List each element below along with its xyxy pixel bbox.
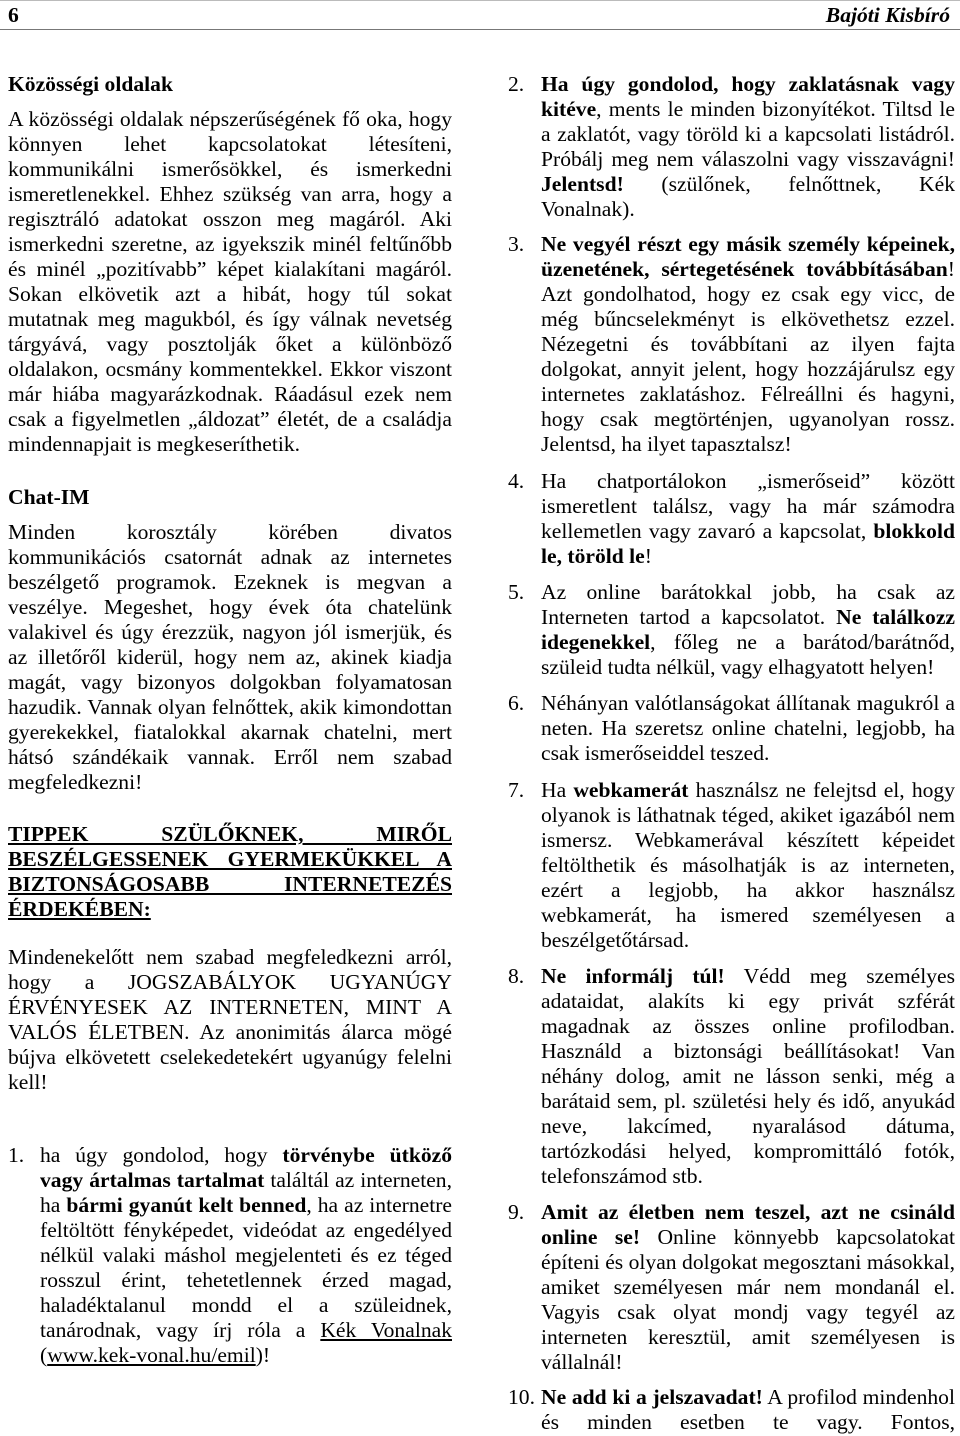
- tip-emphasis: Ha úgy gondolod, hogy zaklatásnak vagy kitéve: [541, 72, 955, 121]
- section-body-social: A közösségi oldalak népszerűségének fő oka, hogy könnyen lehet kapcsolatokat létesíteni, kommunikálni ismerősökkel, és ismerkedni ismeretlenekkel. Ehhez szükség van arra, hogy a regisztráló adatokat osszon meg magáról. Aki ismerkedni szeretne, az igyekszik minél feltűnőbb és minél „pozitívabb” képet kialakítani magáról. Sokan elkövetik azt a hibát, hogy túl sokat mutatnak meg magukból, és így válnak nevetség tárgyává, vagy posztolják őket a különböző oldalakon, ocsmány kommentekkel. Ekkor viszont már hiába magyarázkodnak. Ráadásul ezek nem csak a figyelmetlen „áldozat” életét, de a családja mindennapjait is megkeseríthetik.: [8, 107, 452, 456]
- tip-text-segment: )!: [255, 1343, 271, 1367]
- tip-text-segment: Ha chatportálokon „ismerőseid” között ismeretlent találsz, vagy ha már számodra kellemetlen vagy zavaró a kapcsolat,: [541, 469, 955, 543]
- tip-number: 3.: [508, 232, 525, 256]
- tip-emphasis: webkamerát: [573, 778, 689, 802]
- section-title-social: Közösségi oldalak: [8, 72, 173, 96]
- tip-text-segment: , ments le minden bizonyítékot. Tiltsd le a zaklatót, vagy töröld ki a kapcsolati listádról. Próbálj meg nem válaszolni vagy visszavágni!: [541, 97, 955, 171]
- tip-text: [541, 691, 955, 766]
- tip-item-1: [8, 1143, 452, 1368]
- section-intro-tips: Mindenekelőtt nem szabad megfeledkezni arról, hogy a JOGSZABÁLYOK UGYANÚGY ÉRVÉNYESEK AZ INTERNETEN, MINT A VALÓS ÉLETBEN. Az anonimitás álarca mögé bújva elkövetett cselekedetekért ugyanúgy felelni kell!: [8, 945, 452, 1094]
- tip-emphasis: Ne add ki a jelszavadat!: [541, 1385, 763, 1409]
- kek-vonal-link[interactable]: Kék Vonalnak: [320, 1318, 452, 1342]
- tip-item-8: [508, 964, 955, 1189]
- tip-emphasis: Ne találkozz idegenekkel: [541, 605, 955, 654]
- tip-text-segment: Az online barátokkal jobb, ha csak az Interneten tartod a kapcsolatot.: [541, 580, 955, 629]
- tip-number: 5.: [508, 580, 525, 604]
- tip-emphasis: blokkold le, töröld le: [541, 519, 955, 568]
- tip-text-segment: használsz ne felejtsd el, hogy olyanok is láthatnak téged, akiket igazából nem ismersz. Webkamerával készített képeidet feltölthetik és másolhatják is az interneten, ezért a legjobb, ha akkor használsz webkamerát, ha ismered személyesen a beszélgetőtársad.: [541, 778, 956, 952]
- tip-text-segment: találtál az interneten, ha: [40, 1168, 452, 1217]
- section-title-chat: Chat-IM: [8, 485, 90, 509]
- tip-emphasis: törvénybe ütköző vagy ártalmas tartalmat: [40, 1143, 453, 1192]
- tip-number: 2.: [508, 72, 525, 96]
- tip-text-segment: ha úgy gondolod, hogy: [40, 1143, 283, 1167]
- tip-text: [541, 580, 955, 680]
- tip-text: [541, 778, 955, 953]
- tip-text-segment: , főleg ne a barátod/barátnőd, szüleid tudta nélkül, vagy elhagyatott helyen!: [541, 630, 955, 679]
- tip-text-segment: Néhányan valótlanságokat állítanak magukról a neten. Ha szeretsz online chatelni, legjobb, ha csak ismerőseiddel teszed.: [541, 691, 955, 765]
- tip-emphasis: Jelentsd!: [541, 172, 624, 196]
- tip-text: [541, 232, 955, 457]
- tip-text: [541, 72, 955, 222]
- tip-number: 1.: [8, 1143, 25, 1167]
- tip-item-5: [508, 580, 955, 680]
- tip-text: [40, 1143, 452, 1368]
- kek-vonal-url-link[interactable]: www.kek-vonal.hu/emil: [47, 1343, 256, 1367]
- tip-number: 6.: [508, 691, 525, 715]
- tip-text: [541, 1385, 955, 1435]
- tip-number: 9.: [508, 1200, 525, 1224]
- tip-text-segment: ! Azt gondolhatod, hogy ez csak egy vicc, de még bűncselekményt is elkövethetsz ezzel. Nézegetni és továbbítani az ilyen fajta dolgokat, annyit jelent, hogy hozzájárulsz egy internetes zaklatáshoz. Félreállni és hagyni, hogy csak megtörténjen, ugyanolyan rossz. Jelentsd, ha ilyet tapasztalsz!: [541, 257, 955, 456]
- tip-text-segment: Ha: [541, 778, 574, 802]
- tip-item-9: [508, 1200, 955, 1375]
- tip-item-3: [508, 232, 955, 457]
- tip-item-4: [508, 469, 955, 569]
- tip-emphasis: Ne informálj túl!: [541, 964, 725, 988]
- tip-text-segment: (szülőnek, felnőttnek, Kék Vonalnak).: [541, 172, 955, 221]
- tip-number: 10.: [508, 1385, 535, 1409]
- tip-text-segment: !: [644, 544, 652, 568]
- tip-text-segment: Védd meg személyes adataidat, alakíts ki egy privát szférát magadnak az összes online profilodban. Használd a biztonsági beállításokat! Van néhány dolog, amit ne lásson senki, még a barátaid sem, pl. születési hely és idő, anyukád neve, lakcímed, nyaralásod dátuma, tartózkodási helyed, kompromittáló fotók, telefonszámod stb.: [541, 964, 955, 1188]
- section-body-chat: Minden korosztály körében divatos kommunikációs csatornát adnak az internetes beszélgető programok. Ezeknek is megvan a veszélye. Megeshet, hogy évek óta chatelünk valakivel és úgy érezzük, nagyon jól ismerjük, és az illetőről kiderül, hogy nem az, akinek kiadja magát, vagy bizonyos dolgokban folyamatosan hazudik. Vannak olyan felnőttek, akik kimondottan gyerekekkel, fiatalokkal akarnak chatelni, mert hátsó szándékaik vannak. Erről nem szabad megfeledkezni!: [8, 520, 452, 794]
- tip-emphasis: Amit az életben nem teszel, azt ne csináld online se!: [541, 1200, 955, 1249]
- tip-emphasis: Ne vegyél részt egy másik személy képeinek, üzenetének, sértegetésének továbbításában: [541, 232, 955, 281]
- tip-number: 4.: [508, 469, 525, 493]
- tip-text: [541, 469, 955, 569]
- tip-item-7: [508, 778, 955, 953]
- tip-text-segment: (: [40, 1343, 48, 1367]
- tip-text: [541, 964, 955, 1189]
- tip-text: [541, 1200, 955, 1375]
- tip-item-6: [508, 691, 955, 766]
- page-header: [0, 0, 960, 30]
- tip-text-segment: , ha az internetre feltöltött fényképedet, videódat az engedélyed nélkül valaki máshol megjelenteti és ez téged rosszul érint, tehetetlennek érzed magad, haladéktalanul mondd el a szüleidnek, tanárodnak, vagy írj róla a: [40, 1193, 453, 1342]
- tip-number: 8.: [508, 964, 525, 988]
- tip-item-2: [508, 72, 955, 222]
- publication-title: Bajóti Kisbíró: [825, 3, 950, 27]
- tip-text-segment: A profilod mindenhol és minden esetben te vagy. Fontos,: [541, 1385, 955, 1434]
- page-number: 6: [8, 3, 19, 27]
- tip-number: 7.: [508, 778, 525, 802]
- tip-emphasis: bármi gyanút kelt benned: [66, 1193, 307, 1217]
- section-title-tips: TIPPEK SZÜLŐKNEK, MIRŐL BESZÉLGESSENEK GYERMEKÜKKEL A BIZTONSÁGOSABB INTERNETEZÉS ÉRDEKÉBEN:: [8, 822, 452, 921]
- tip-text-segment: Online könnyebb kapcsolatokat építeni és olyan dolgokat megosztani másokkal, amiket személyesen már nem mondanál el. Vagyis csak olyat mondj vagy tegyél az interneten keresztül, amit személyesen is vállalnál!: [541, 1225, 955, 1374]
- tip-item-10: [508, 1385, 955, 1435]
